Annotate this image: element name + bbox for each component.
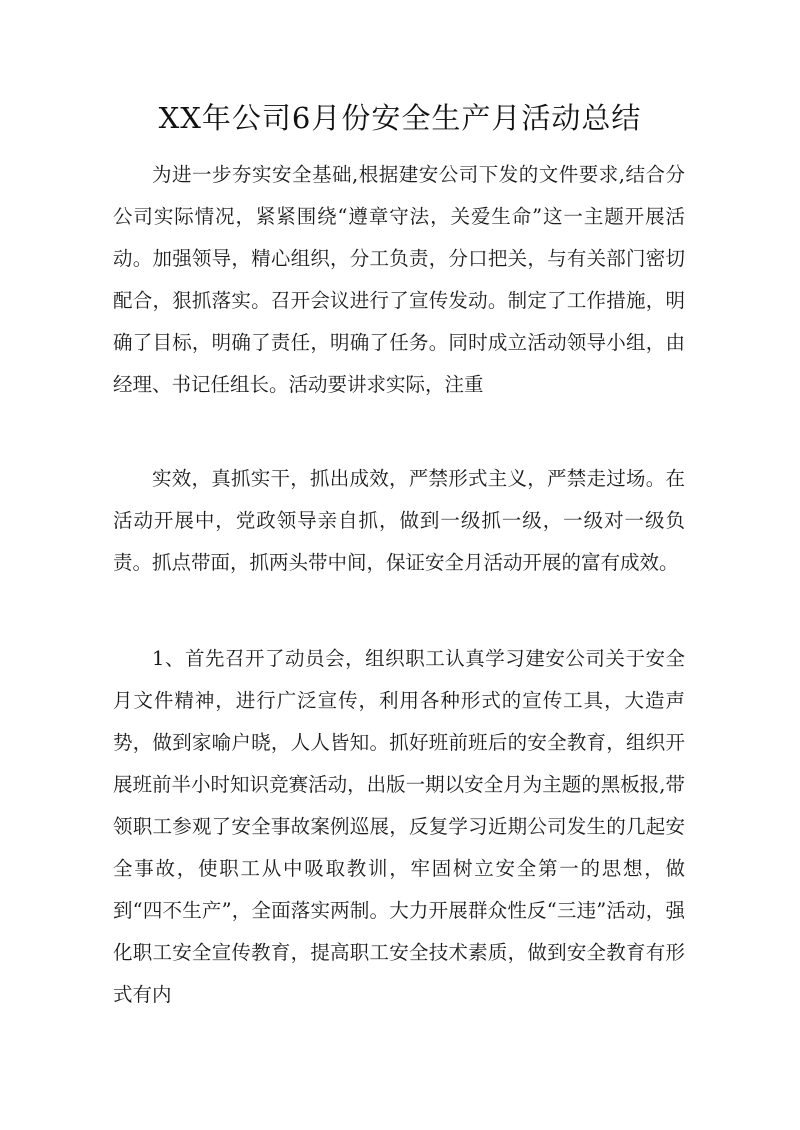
paragraph-intro: 为进一步夯实安全基础,根据建安公司下发的文件要求,结合分公司实际情况，紧紧围绕“遵章守法，关爱生命”这一主题开展活动。加强领导，精心组织，分工负责，分口把关，与有关部门密切配合，狠抓落实。召开会议进行了宣传发动。制定了工作措施，明确了目标，明确了责任，明确了任务。同时成立活动领导小组，由经理、书记任组长。活动要讲求实际，注重: [113, 163, 685, 396]
document-title: XX年公司6月份安全生产月活动总结: [158, 101, 642, 135]
paragraph-item-1: 1、首先召开了动员会，组织职工认真学习建安公司关于安全月文件精神，进行广泛宣传，利用各种形式的宣传工具，大造声势，做到家喻户晓，人人皆知。抓好班前班后的安全教育，组织开展班前半小时知识竞赛活动，出版一期以安全月为主题的黑板报,带领职工参观了安全事故案例巡展，反复学习近期公司发生的几起安全事故，使职工从中吸取教训，牢固树立安全第一的思想，做到“四不生产”，全面落实两制。大力开展群众性反“三违”活动，强化职工安全宣传教育，提高职工安全技术素质，做到安全教育有形式有内: [113, 647, 685, 1006]
paragraph-effectiveness: 实效，真抓实干，抓出成效，严禁形式主义，严禁走过场。在活动开展中，党政领导亲自抓，做到一级抓一级，一级对一级负责。抓点带面，抓两头带中间，保证安全月活动开展的富有成效。: [113, 467, 685, 574]
